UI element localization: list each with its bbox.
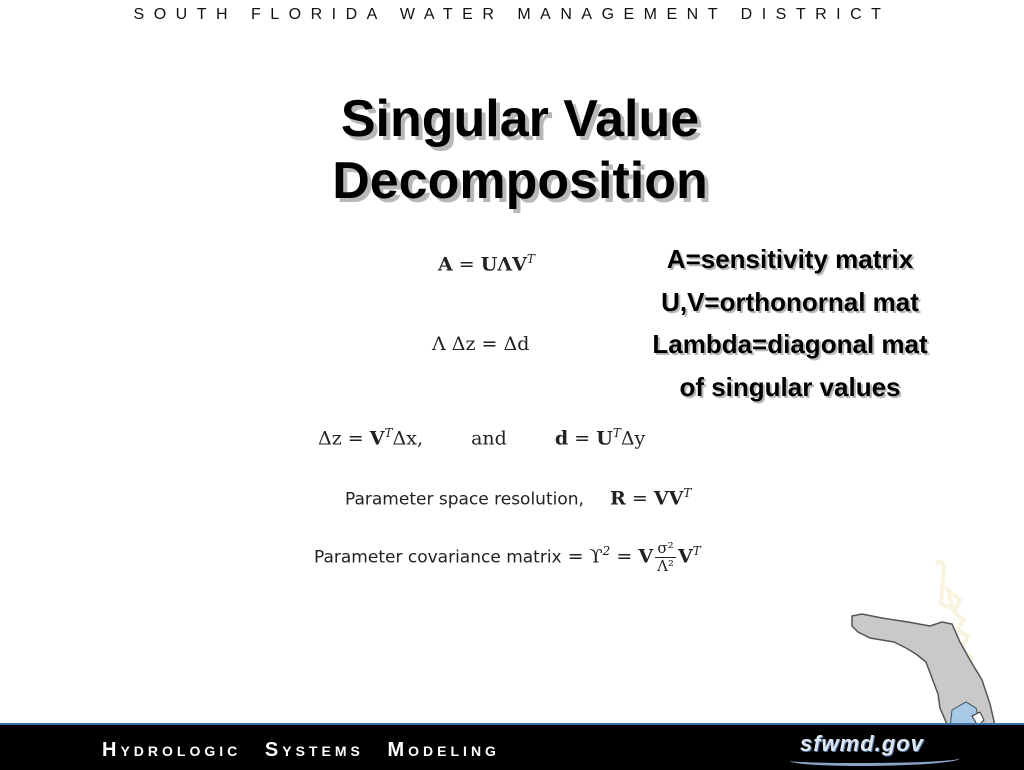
eq3-and: and bbox=[471, 427, 507, 450]
eq3-b-u: U bbox=[596, 427, 613, 450]
eq3-b-superscript: T bbox=[612, 426, 621, 440]
eq3-a-tail: Δx, bbox=[392, 427, 423, 450]
eq1-superscript: T bbox=[526, 252, 535, 266]
eq3-b-equals: = bbox=[574, 427, 597, 450]
eq5-numerator: σ² bbox=[655, 540, 676, 558]
equation-covariance bbox=[314, 540, 701, 575]
legend-line-2: U,V=orthonornal mat bbox=[661, 286, 919, 317]
program-letter-s: S bbox=[264, 739, 283, 761]
legend-line-4: of singular values bbox=[679, 371, 901, 402]
eq5-denominator: Λ² bbox=[657, 557, 674, 575]
eq5-upsilon: ϒ bbox=[589, 545, 603, 568]
program-name bbox=[102, 739, 500, 762]
eq3-a-v: V bbox=[369, 427, 385, 450]
eq1-lhs: A bbox=[438, 253, 453, 276]
eq4-equals: = bbox=[631, 487, 654, 510]
organization-header: SOUTH FLORIDA WATER MANAGEMENT DISTRICT bbox=[133, 6, 891, 23]
eq5-label: Parameter covariance matrix bbox=[314, 547, 562, 568]
eq5-upsilon-superscript: 2 bbox=[602, 544, 611, 559]
slide-title-line-2: Decomposition bbox=[332, 152, 708, 210]
eq4-lhs: R bbox=[610, 487, 626, 510]
program-letter-h: H bbox=[102, 739, 121, 761]
eq4-rhs: VV bbox=[653, 487, 684, 510]
eq4-label: Parameter space resolution, bbox=[345, 489, 584, 510]
eq3-b-tail: Δy bbox=[620, 427, 646, 450]
equation-resolution bbox=[345, 486, 691, 509]
website-logo[interactable]: sfwmd.gov bbox=[800, 731, 924, 756]
eq3-a-lhs: Δz bbox=[318, 427, 342, 450]
eq2-equals: = bbox=[481, 333, 504, 355]
eq5-fraction bbox=[655, 540, 676, 575]
program-word-systems: YSTEMS bbox=[282, 743, 364, 759]
program-word-modeling: ODELING bbox=[408, 743, 500, 759]
eq2-rhs: Δd bbox=[503, 333, 530, 355]
eq4-superscript: T bbox=[683, 486, 692, 500]
slide-title bbox=[0, 88, 1024, 212]
matrix-legend bbox=[590, 238, 990, 408]
eq5-equals-1: = bbox=[567, 545, 590, 568]
eq3-b-lhs: d bbox=[554, 427, 569, 450]
eq5-v: V bbox=[638, 545, 654, 568]
footer-bar bbox=[0, 723, 1024, 770]
eq3-a-superscript: T bbox=[384, 426, 393, 440]
eq1-equals: = bbox=[458, 253, 481, 276]
program-word-hydrologic: YDROLOGIC bbox=[120, 743, 242, 759]
equation-lambda bbox=[432, 333, 529, 355]
equation-svd bbox=[438, 252, 535, 275]
legend-line-1: A=sensitivity matrix bbox=[666, 244, 914, 274]
eq5-equals-2: = bbox=[616, 545, 639, 568]
eq1-rhs: UΛV bbox=[480, 253, 527, 276]
slide-title-line-1: Singular Value bbox=[340, 90, 700, 148]
eq5-tail-superscript: T bbox=[692, 544, 701, 559]
eq2-lhs: Λ Δz bbox=[432, 333, 476, 355]
eq5-tail: V bbox=[677, 545, 693, 568]
equation-transform bbox=[318, 426, 645, 449]
eq3-a-equals: = bbox=[347, 427, 370, 450]
legend-line-3: Lambda=diagonal mat bbox=[652, 329, 928, 359]
program-letter-m: M bbox=[387, 739, 409, 761]
